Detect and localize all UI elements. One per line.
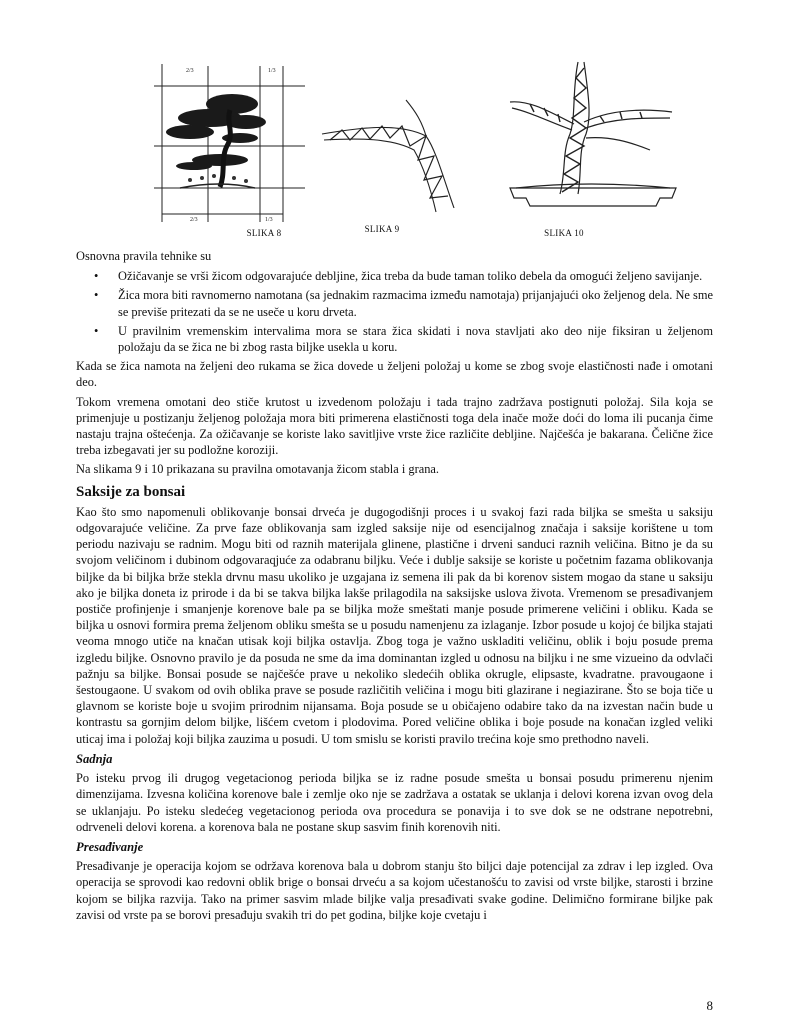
rules-intro: Osnovna pravila tehnike su: [76, 249, 212, 263]
svg-text:2/3: 2/3: [190, 217, 198, 223]
figure-9-wired-branch: [318, 90, 468, 215]
svg-text:1/3: 1/3: [265, 217, 273, 223]
subsection-paragraph: Po isteku prvog ili drugog vegetacionog perioda biljka se iz radne posude smešta u bonsai posudu primerenu njenim dimenzijama. Izvesna količina korenove bale i zemlje oko nje se zadržava a ostatak se uklanja i delovi korena izvan ovog dela se uklanjaju. Po isteku sledećeg vegetacionog perioda ova procedura se ponavija i to sve dok se ne odstrane nepotrebni, odrveneli delovi korena. a korenova bala ne postane skup sasvim finih korenovih niti.: [76, 771, 713, 834]
body-paragraph: Tokom vremena omotani deo stiče krutost u izvedenom položaju i tada trajno zadržava postignuti položaj. Sila koja se primenjuje u postizanju željenog položaja mora biti primerena elastičnosti toga dela inače može doći do loma ili pucanja čime nastaju trajna oštećenja. Za ožičavanje se koriste lako savitljive vrste žice različite debljine. Najčešća je bakarana. Čelične žice treba izbegavati jer su podložne koroziji.: [76, 394, 713, 458]
rules-list-item: [76, 323, 713, 355]
rules-list-item: [76, 287, 713, 319]
svg-text:2/3: 2/3: [186, 68, 194, 74]
bullet-icon: •: [94, 288, 99, 303]
figure-8-caption: SLIKA 8: [246, 228, 282, 238]
section-paragraph: Kao što smo napomenuli oblikovanje bonsai drveća je dugogodišnji proces i u svakoj fazi rada biljka se smešta u saksiju odgovarajuće veličine. Za prve faze oblikovanja sam izgled saksije nije od esencijalnog značaja i saksije korištene u tom periodu nazivaju se radnim. Mogu biti od raznih materijala glinene, plastične i drveni sanduci raznih veličina. Bitno je da su svojom veličinom i dubinom odgovaraqjuće za odabranu biljku. Veće i dublje saksije se koriste u početnim fazama oblikovanja biljke da bi biljka brže stekla drvnu masu ukoliko je uzgajana iz semena ili pak da bi korenov sistem mogao da stane u saksiju ako je biljka doneta iz prirode i da bi se takva biljka lakše prilagodila na saksijske uslova života. Vremenom se presađivanjem postiče profinjenje i smanjenje korenove bale pa se biljka može smeštati manje posude primerene veličini i obliku. Kada se biljka u osnovi formira prema željenom obliku smešta se u posudu namenjenu za izlaganje. Izbor posude u kojoj će biljka stajati veoma mnogo utiče na knačan utisak koji biljka ostavlja. Zbog toga je važno uskladiti veličinu, oblik i boju posude prema izgledu biljke. Osnovno pravilo je da posuda ne sme da ima dominantan izgled u odnosu na biljku i ne sme vizueino da odvlači pažnju sa biljke. Bonsai posude se najčešće prave u nekoliko sledećih oblika okrugle, elipsaste, kvadratne. pravougaone i šestougaone. U svakom od ovih oblika prave se posude različitih veličina i mogu biti glazirane i negiazirane. Što se boja tiče u glavnom se koriste boje u svojim prirodnim nijansama. Boja posude se u običajeno odabire tako da na izvestan način bude u kontrastu sa gornjim delom biljke, lišćem cvetom i plodovima. Pored veličine oblika i boje posude na konačan izgled veliki uticaj ima i položaj koji biljka zauzima u posudi. U tom smislu se koristi pravilo trećina koje smo prethodno naveli.: [76, 504, 713, 746]
subsection-heading-sadnja: Sadnja: [76, 751, 113, 766]
rule-text: Žica mora biti ravnomerno namotana (sa jednakim razmacima između namotaja) prijanjajući oko željenog dela. Ne sme se previše pritezati da se ne useče u koru drveta.: [118, 288, 713, 319]
section-heading: Saksije za bonsai: [76, 483, 186, 500]
body-paragraph: Na slikama 9 i 10 prikazana su pravilna omotavanja žicom stabla i grana.: [76, 462, 439, 477]
figure-10-caption: SLIKA 10: [544, 228, 584, 238]
figure-8-bonsai-thirds: [150, 62, 310, 227]
subsection-heading-presadjivanje: Presađivanje: [76, 839, 144, 854]
subsection-paragraph: Presađivanje je operacija kojom se održava korenova bala u dobrom stanju što biljci daje potencijal za zdrav i lep izgled. Ova operacija se sprovodi kao redovni oblik brige o bonsai drveću a sa kojom učestanošću to zavisi od vrste biljke, starosti i brzine kojom se biljka razvija. Tako na primer sasvim mlade biljke valja presađivati svake godine. Delimično formirane biljke pak zavisi od vrste pa se borovi presađuju svakih tri do pet godina, biljke koje cvetaju i: [76, 859, 713, 922]
bullet-icon: •: [94, 323, 99, 338]
bullet-icon: •: [94, 269, 99, 284]
document-body: [76, 244, 713, 926]
body-paragraph: Kada se žica namota na željeni deo rukama se žica dovede u željeni položaj u kome se zbog svoje elastičnosti nađe i omotani deo.: [76, 359, 713, 390]
svg-text:1/3: 1/3: [268, 68, 276, 74]
page-number: 8: [706, 998, 713, 1013]
rule-text: Ožičavanje se vrši žicom odgovarajuće debljine, žica treba da bude taman toliko debela da omogući željeno savijanje.: [118, 269, 703, 284]
rules-list-item: [76, 268, 713, 284]
rule-text: U pravilnim vremenskim intervalima mora se stara žica skidati i nova stavljati ako deo nije fiksiran u željenom položaju da se žica ne bi zbog rasta biljke usekla u koru.: [118, 323, 713, 355]
figure-9-caption: SLIKA 9: [364, 224, 400, 234]
rules-list: [76, 268, 713, 355]
figures-row: [0, 50, 791, 250]
figure-10-wired-bonsai-pot: [500, 52, 690, 212]
